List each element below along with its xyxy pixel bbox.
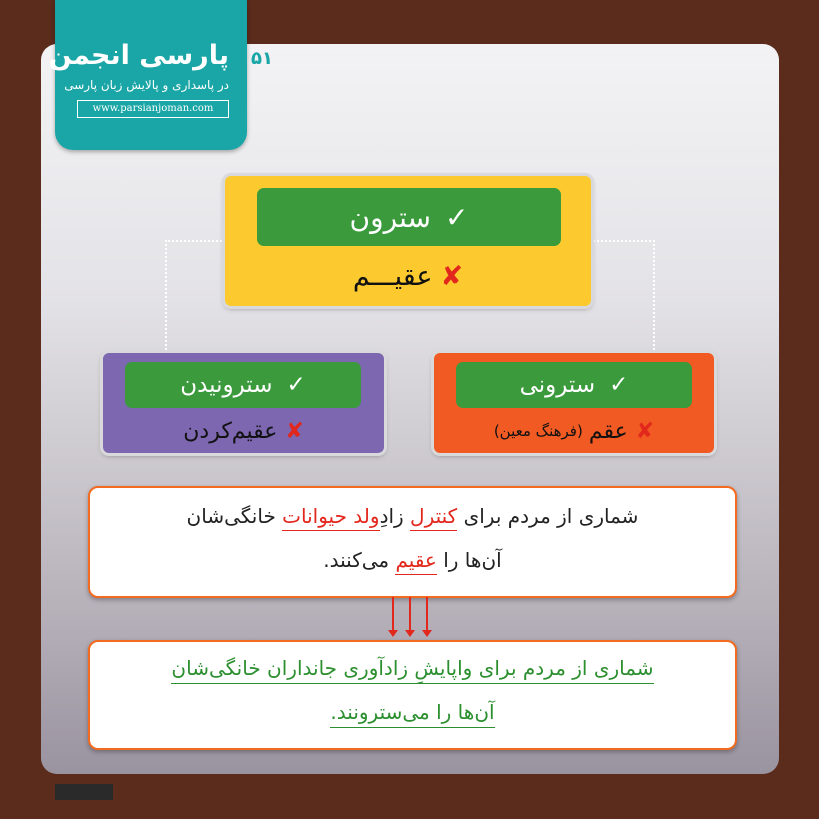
sentence-segment: خانگی‌شان — [186, 504, 283, 528]
check-icon: ✓ — [445, 200, 469, 234]
left-term-box — [103, 353, 384, 453]
page-number: ۵۱ — [251, 48, 273, 69]
parsianjoman-logo — [48, 0, 247, 150]
arrow-down-icon — [426, 597, 428, 631]
logo-title: پارسی انجمن — [48, 40, 229, 71]
correct-term-pill — [456, 362, 692, 408]
connector-left — [165, 240, 225, 354]
original-sentence-line-1 — [90, 504, 735, 528]
revised-sentence-box — [88, 640, 737, 750]
top-term-box — [225, 176, 591, 306]
cross-icon: ✘ — [635, 418, 655, 444]
cross-icon: ✘ — [440, 260, 464, 292]
wrong-term-row — [103, 415, 384, 447]
logo-subtitle: در پاسداری و پالایش زبان پارسی — [64, 78, 229, 92]
right-term-box — [434, 353, 714, 453]
wrong-term-row — [225, 256, 591, 296]
source-note: (فرهنگ معین) — [493, 422, 583, 440]
arrow-down-icon — [409, 597, 411, 631]
revised-sentence-line-2 — [90, 700, 735, 724]
connector-right — [593, 240, 655, 354]
check-icon: ✓ — [286, 372, 306, 398]
correct-term: سترون — [349, 200, 431, 234]
check-icon: ✓ — [609, 372, 629, 398]
correct-term: سترونی — [519, 372, 596, 398]
sentence-segment: شماری از مردم برای — [457, 504, 639, 528]
original-sentence-line-2 — [90, 548, 735, 572]
correct-term-pill — [257, 188, 561, 246]
highlighted-word: ولد حیوانات — [282, 504, 379, 531]
highlighted-word: کنترل — [410, 504, 457, 531]
wrong-term: عقیم‌کردن — [183, 418, 278, 444]
correct-term-pill — [125, 362, 361, 408]
sentence-segment: زادِ — [379, 504, 411, 528]
arrow-down-icon — [392, 597, 394, 631]
revised-text: آن‌ها را می‌سترونند. — [330, 700, 494, 728]
cross-icon: ✘ — [285, 418, 304, 444]
original-sentence-box — [88, 486, 737, 598]
highlighted-word: عقیم — [395, 548, 436, 575]
wrong-term: عقیـــم — [352, 260, 433, 292]
correct-term: سترونیدن — [180, 372, 273, 398]
revised-sentence-line-1 — [90, 656, 735, 680]
wrong-term: عقم — [588, 418, 628, 444]
designer-signature — [55, 784, 113, 800]
sentence-segment: آن‌ها را — [436, 548, 502, 572]
revised-text: شماری از مردم برای واپایشِ زادآوری جانداران خانگی‌شان — [171, 656, 653, 684]
wrong-term-row — [434, 415, 714, 447]
sentence-segment: می‌کنند. — [323, 548, 396, 572]
logo-url: www.parsianjoman.com — [77, 100, 229, 118]
